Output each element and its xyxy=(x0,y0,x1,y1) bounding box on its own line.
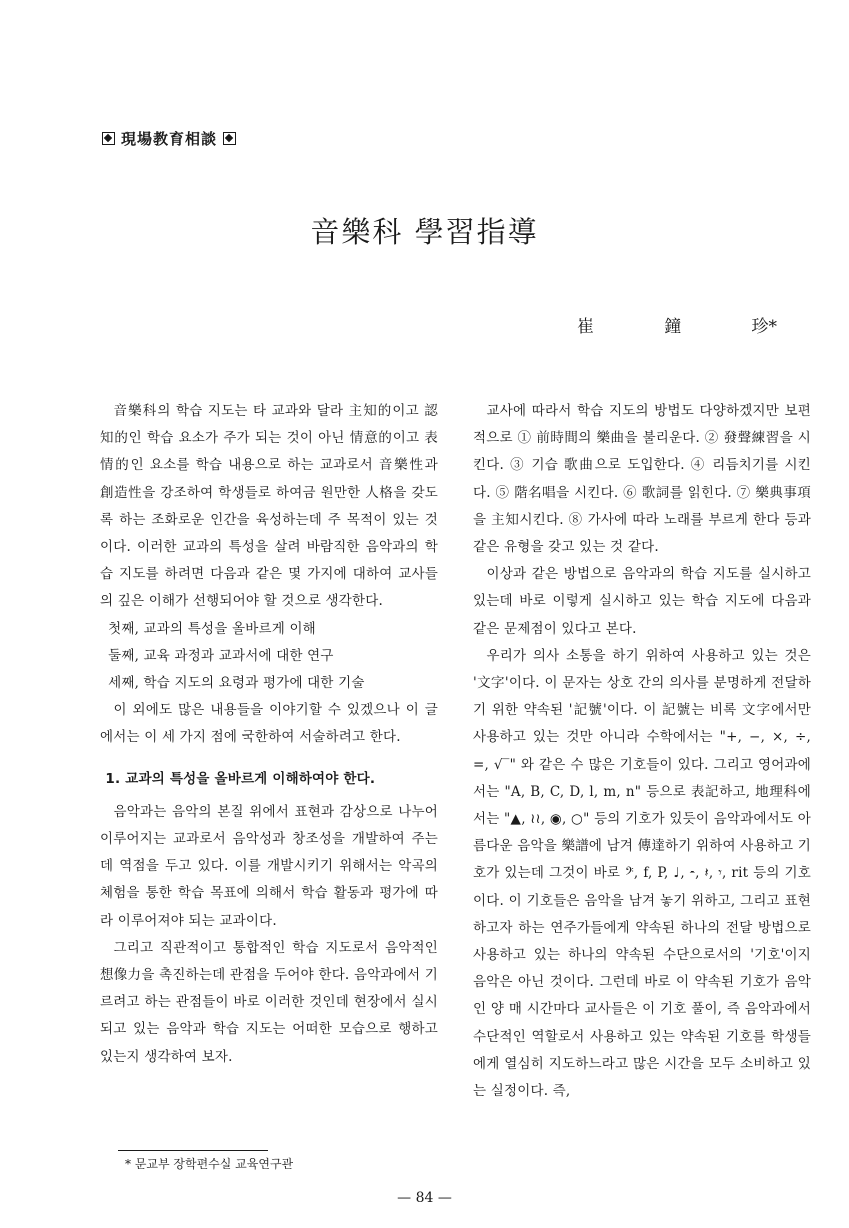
list-item: 세째, 학습 지도의 요령과 평가에 대한 기술 xyxy=(108,675,365,692)
paragraph: 이 외에도 많은 내용들을 이야기할 수 있겠으나 이 글에서는 이 세 가지 점에 국한하여 서술하려고 한다. xyxy=(100,702,438,746)
list-item: 첫째, 교과의 특성을 올바르게 이해 xyxy=(108,620,316,637)
section-label-text: 現場教育相談 xyxy=(121,130,218,148)
paragraph: 교사에 따라서 학습 지도의 방법도 다양하겠지만 보편적으로 ① 前時間의 樂曲을 불리운다. ② 發聲練習을 시킨다. ③ 기습 歌曲으로 도입한다. ④ 리듬치기를 시킨다. ⑤ 階名唱을 시킨다. ⑥ 歌詞를 읽힌다. ⑦ 樂典事項을 主知시킨다. ⑧ 가사에 따라 노래를 부르게 한다 등과 같은 유형을 갖고 있는 것 같다. xyxy=(473,403,811,556)
paragraph: 음악과는 음악의 본질 위에서 표현과 감상으로 나누어 이루어지는 교과로서 음악성과 창조성을 개발하여 주는데 역점을 두고 있다. 이를 개발시키기 위해서는 악곡의 체험을 통한 학습 목표에 의해서 학습 활동과 평가에 따라 이루어져야 되는 교과이다. xyxy=(100,803,438,929)
page-number: — 84 — xyxy=(397,1190,452,1206)
section-heading: 1. 교과의 특성을 올바르게 이해하여야 한다. xyxy=(105,770,376,787)
footnote-rule xyxy=(118,1150,268,1151)
author-name xyxy=(577,312,777,337)
article-title: 音樂科 學習指導 xyxy=(310,215,539,249)
section-label xyxy=(102,128,236,149)
author-char: 崔 xyxy=(577,317,594,337)
author-char: 鐘 xyxy=(664,317,682,337)
author-char: 珍* xyxy=(751,317,777,337)
paragraph: 우리가 의사 소통을 하기 위하여 사용하고 있는 것은 '文字'이다. 이 문자는 상호 간의 의사를 분명하게 전달하기 위한 약속된 '記號'이다. 이 記號는 비록 文字에서만 사용하고 있는 것만 아니라 수학에서는 "+, −, ×, ÷, =, √‾" 와 같은 수 많은 기호들이 있다. 그리고 영어과에서는 "A, B, C, D, l, m, n" 등으로 表記하고, 地理科에서는 "▲, ≀≀, ◉, ○" 등의 기호가 있듯이 음악과에서도 아름다운 음악을 樂譜에 남겨 傳達하기 위하여 사용하고 기호가 있는데 그것이 바로 𝄢, f, P, ♩, 𝄼, 𝄽, 𝄾, rit 등의 기호이다. 이 기호들은 음악을 남겨 놓기 위하고, 그리고 표현하고자 하는 연주가들에게 약속된 하나의 전달 방법으로 사용하고 있는 하나의 약속된 수단으로서의 '기호'이지 음악은 아닌 것이다. 그런데 바로 이 약속된 기호가 음악인 양 매 시간마다 교사들은 이 기호 풀이, 즉 음악과에서 수단적인 역할로서 사용하고 있는 약속된 기호를 학생들에게 열심히 지도하느라고 많은 시간을 모두 소비하고 있는 실정이다. 즉, xyxy=(473,647,811,1100)
diamond-bullet-icon xyxy=(102,132,115,145)
paragraph: 그리고 직관적이고 통합적인 학습 지도로서 음악적인 想像力을 촉진하는데 관점을 두어야 한다. 음악과에서 기르려고 하는 관점들이 바로 이러한 것인데 현장에서 실시되고 있는 음악과 학습 지도는 어떠한 모습으로 행하고 있는지 생각하여 보자. xyxy=(100,939,438,1065)
list-item: 둘째, 교육 과정과 교과서에 대한 연구 xyxy=(108,647,334,664)
footnote: * 문교부 장학편수실 교육연구관 xyxy=(125,1157,294,1171)
paragraph: 이상과 같은 방법으로 음악과의 학습 지도를 실시하고 있는데 바로 이렇게 실시하고 있는 학습 지도에 다음과 같은 문제점이 있다고 본다. xyxy=(473,566,811,637)
paragraph: 音樂科의 학습 지도는 타 교과와 달라 主知的이고 認知的인 학습 요소가 주가 되는 것이 아닌 情意的이고 表情的인 요소를 학습 내용으로 하는 교과로서 音樂性과 創造性을 강조하여 학생들로 하여금 원만한 人格을 갖도록 하는 조화로운 인간을 육성하는데 주 목적이 있는 것이다. 이러한 교과의 특성을 살려 바람직한 음악과의 학습 지도를 하려면 다음과 같은 몇 가지에 대하여 교사들의 깊은 이해가 선행되어야 할 것으로 생각한다. xyxy=(100,403,438,610)
right-column xyxy=(473,398,811,1105)
left-column xyxy=(100,398,438,1071)
diamond-bullet-icon xyxy=(223,132,236,145)
